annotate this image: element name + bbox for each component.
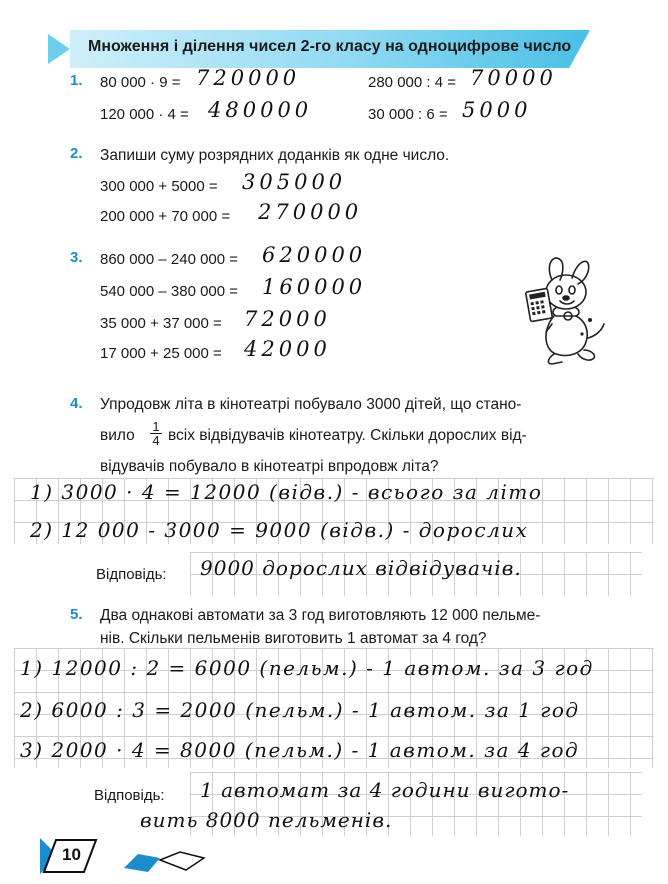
task3-answer-4: 42000: [244, 337, 331, 361]
task5-solution-3: 3) 2000 · 4 = 8000 (пельм.) - 1 автом. за 4 год: [20, 738, 580, 762]
dog-illustration: [512, 250, 612, 368]
task3-answer-1: 620000: [262, 243, 367, 267]
task-number: 5.: [70, 606, 83, 623]
task-number: 2.: [70, 145, 83, 162]
task4-line2-before: вило: [100, 427, 135, 444]
task4-solution-1: 1) 3000 · 4 = 12000 (відв.) - всього за літо: [30, 480, 543, 504]
answer-label: Відповідь:: [94, 787, 165, 804]
task-number: 3.: [70, 249, 83, 266]
footer-decoration: [120, 848, 210, 872]
answer-label: Відповідь:: [96, 566, 167, 583]
fraction-denominator: 4: [150, 433, 162, 447]
task5-solution-2: 2) 6000 : 3 = 2000 (пельм.) - 1 автом. за 1 год: [20, 698, 580, 722]
task1-expr-1: 80 000 · 9 =: [100, 74, 181, 91]
task5-answer-line1: 1 автомат за 4 години вигото-: [200, 778, 570, 802]
task4-line2-after: всіх відвідувачів кінотеатру. Скільки дорослих від-: [168, 427, 527, 444]
task2-prompt: Запиши суму розрядних доданків як одне число.: [100, 147, 450, 164]
task1-answer-3: 70000: [470, 66, 557, 90]
task3-expr-4: 17 000 + 25 000 =: [100, 345, 222, 362]
banner-arrow: [48, 34, 70, 64]
task1-expr-3: 280 000 : 4 =: [368, 74, 456, 91]
page-number: 10: [62, 845, 81, 864]
task3-expr-3: 35 000 + 37 000 =: [100, 315, 222, 332]
task4-answer: 9000 дорослих відвідувачів.: [200, 556, 522, 580]
task3-answer-2: 160000: [262, 275, 367, 299]
task1-answer-4: 5000: [462, 98, 532, 122]
task2-answer-1: 305000: [242, 170, 347, 194]
task1-expr-4: 30 000 : 6 =: [368, 106, 448, 123]
task5-solution-1: 1) 12000 : 2 = 6000 (пельм.) - 1 автом. за 3 год: [20, 656, 594, 680]
task1-answer-2: 480000: [208, 98, 313, 122]
task4-line3: відувачів побувало в кінотеатрі впродовж літа?: [100, 458, 439, 475]
task5-line1: Два однакові автомати за 3 год виготовляють 12 000 пельме-: [100, 607, 541, 624]
task5-answer-line2: вить 8000 пельменів.: [140, 808, 393, 832]
task2-expr-1: 300 000 + 5000 =: [100, 178, 218, 195]
task4-solution-2: 2) 12 000 - 3000 = 9000 (відв.) - дорослих: [30, 518, 529, 542]
task-number: 4.: [70, 395, 83, 412]
task2-answer-2: 270000: [258, 200, 363, 224]
task2-expr-2: 200 000 + 70 000 =: [100, 208, 231, 225]
task1-answer-1: 720000: [196, 66, 301, 90]
fraction: [150, 420, 162, 447]
task3-answer-3: 72000: [244, 307, 331, 331]
task-number: 1.: [70, 72, 83, 89]
fraction-numerator: 1: [152, 419, 160, 434]
task3-expr-2: 540 000 – 380 000 =: [100, 283, 239, 300]
task1-expr-2: 120 000 · 4 =: [100, 106, 189, 123]
task3-expr-1: 860 000 – 240 000 =: [100, 251, 239, 268]
page-title: Множення і ділення чисел 2-го класу на одноцифрове число: [88, 38, 572, 55]
task4-line1: Упродовж літа в кінотеатрі побувало 3000 дітей, що стано-: [100, 396, 522, 413]
task5-line2: нів. Скільки пельменів виготовить 1 автомат за 4 год?: [100, 630, 487, 647]
